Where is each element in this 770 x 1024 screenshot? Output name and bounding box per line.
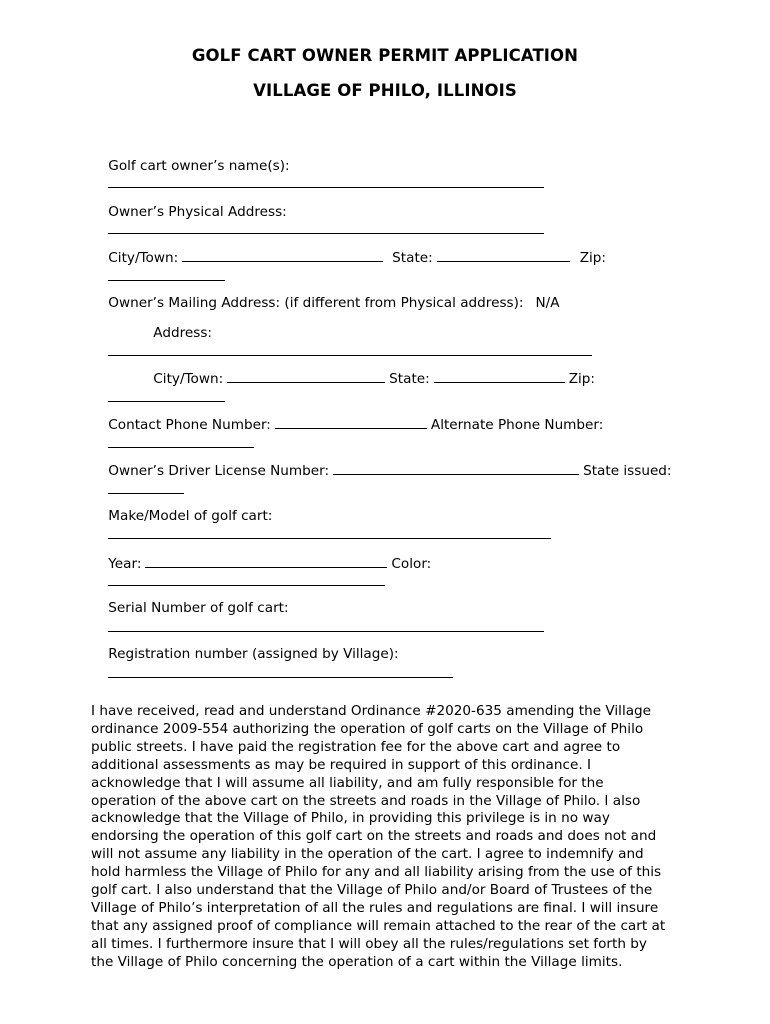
year-label: Year: [108,556,142,572]
agreement-line: endorsing the operation of this golf cart on the streets and roads and does not and [91,828,657,845]
make-model-label: Make/Model of golf cart: [108,508,273,524]
agreement-line: acknowledge that the Village of Philo, in providing this privilege is in no way [91,810,610,827]
agreement-line: Village of Philo’s interpretation of all the rules and regulations are final. I will insure [91,899,659,916]
agreement-line: ordinance 2009-554 authorizing the operation of golf carts on the Village of Philo [91,720,644,737]
mailing-state-label: State: [389,371,430,387]
physical-address-label: Owner’s Physical Address: [108,204,287,220]
agreement-line: golf cart. I also understand that the Village of Philo and/or Board of Trustees of the [91,882,653,899]
agreement-line: hold harmless the Village of Philo for any and all liability arising from the use of this [91,864,662,881]
mailing-sub-address-label: Address: [153,325,213,341]
mailing-address-label: Owner’s Mailing Address: (if different from Physical address): [108,295,524,311]
state-issued-label: State issued: [583,463,672,479]
contact-phone-field[interactable] [275,416,427,429]
agreement-line: I have received, read and understand Ordinance #2020-635 amending the Village [91,703,652,719]
agreement-line: that any assigned proof of compliance will remain attached to the rear of the cart at [91,917,666,934]
agreement-line: additional assessments as may be required in support of this ordinance. I [91,756,591,773]
mailing-address-value: N/A [535,295,560,311]
color-label: Color: [391,556,432,572]
registration-blank-row [91,648,453,700]
city-label: City/Town: [108,250,179,266]
agreement-line: the Village of Philo concerning the operation of a cart within the Village limits. [91,953,623,970]
agreement-line: all times. I furthermore insure that I will obey all the rules/regulations set forth by [91,935,647,952]
state-field[interactable] [437,249,570,262]
document-subtitle: VILLAGE OF PHILO, ILLINOIS [253,81,517,100]
mailing-city-field[interactable] [227,370,385,383]
mailing-state-field[interactable] [434,370,565,383]
agreement-line: acknowledge that I will assume all liability, and am fully responsible for the [91,774,604,791]
serial-label: Serial Number of golf cart: [108,600,289,616]
agreement-line: public streets. I have paid the registration fee for the above cart and agree to [91,738,621,755]
mailing-zip-label: Zip: [568,371,596,387]
state-label: State: [392,250,433,266]
contact-phone-label: Contact Phone Number: [108,417,271,433]
license-field[interactable] [333,462,579,475]
alternate-phone-label: Alternate Phone Number: [430,417,604,433]
registration-field[interactable] [108,665,453,678]
document-title: GOLF CART OWNER PERMIT APPLICATION [191,46,579,65]
mailing-city-label: City/Town: [153,371,224,387]
license-label: Owner’s Driver License Number: [108,463,330,479]
zip-label: Zip: [579,250,607,266]
agreement-paragraph [91,703,691,972]
agreement-line: operation of the above cart on the streets and roads in the Village of Philo. I also [91,792,641,809]
registration-label: Registration number (assigned by Village): [108,646,399,662]
agreement-line: will not assume any liability in the operation of the cart. I agree to indemnify and [91,846,644,863]
owner-name-label: Golf cart owner’s name(s): [108,158,290,174]
